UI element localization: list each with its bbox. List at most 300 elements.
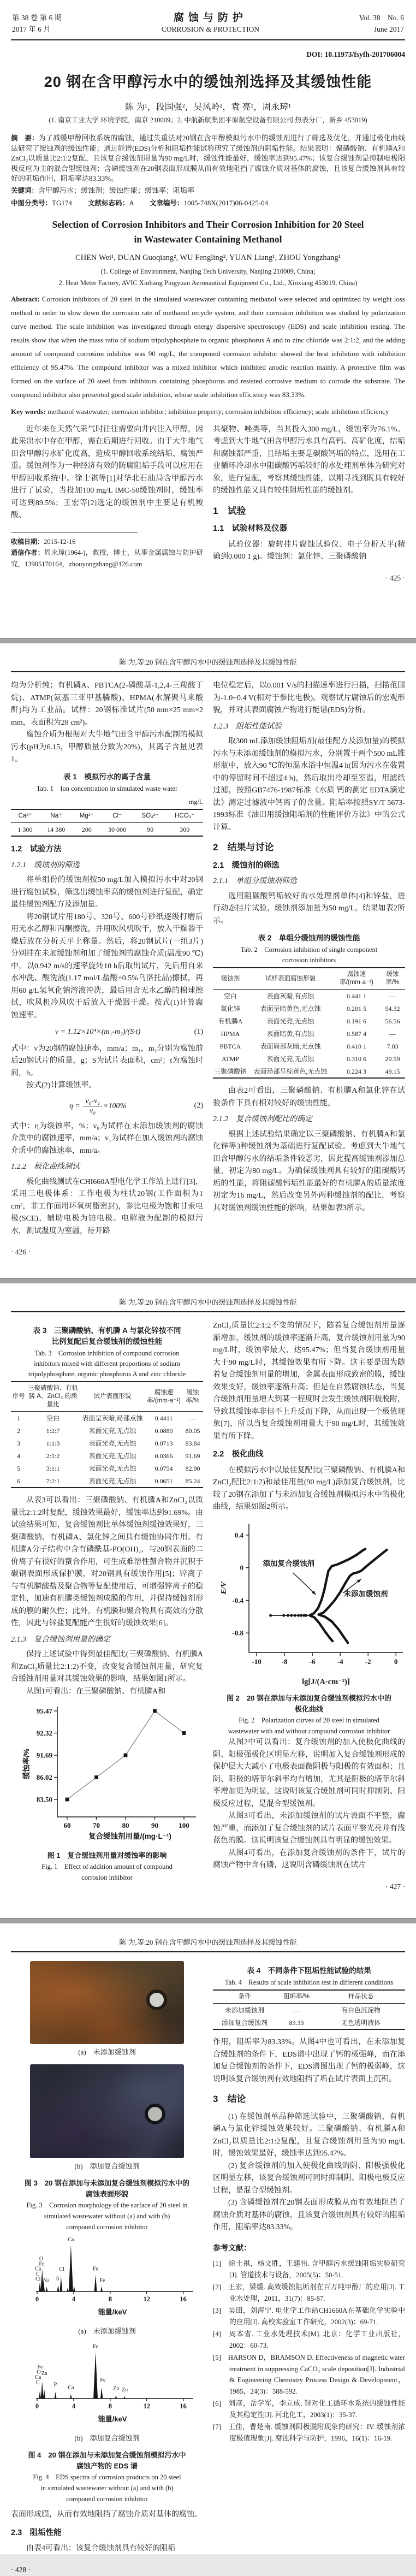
table-cell: 有白色沉淀物 [317,2004,405,2017]
paragraph: 按式(2)计算缓蚀率。 [11,1080,203,1092]
column-header: 序号 [11,1382,26,1412]
table-4 [213,1965,405,2030]
journal-name-en: CORROSION & PROTECTION [162,23,259,35]
svg-text:P: P [54,2382,57,2388]
table-row [11,1449,203,1462]
authors-cn: 陈 为¹，段国强²，吴风岭²，袁 亮¹，周永璋¹ [11,100,405,112]
table-cell: 表面暗黄,有点蚀 [248,1027,333,1040]
photo-steel-with-inhibitor [30,2064,184,2158]
paragraph: 共聚物、唑类等，当其投入300 mg/L，缓蚀率为76.1%。考虑到大牛地气田含甲醇污水具有高钙、高矿化度，结垢和腐蚀都严重，且结垢主要是碳酸钙垢的特点，选用在工业循环冷却水中阻碳酸钙垢较好的水处理剂单体为研究对象，进行复配，考察其缓蚀性能，以期寻找到既具有较好的缓蚀性能又具有较佳阻垢性能的缓蚀剂。 [213,424,405,498]
table-cell: 2:1:2 [26,1449,80,1462]
journal-header [11,0,405,40]
table-3 [11,1325,203,1488]
svg-text:83.50: 83.50 [37,1796,52,1804]
svg-text:-0.8: -0.8 [232,1628,243,1637]
paragraph: 将单组份的缓蚀剂按50 mg/L加入模拟污水中对20钢进行腐蚀试验，筛选出缓蚀率高的缓蚀剂进行复配，确定最佳缓蚀剂配方及添加量。 [11,874,203,911]
table-cell: 0.4411 [145,1412,182,1425]
section-heading: 2 结果与讨论 [213,842,405,854]
abstract-en: Abstract: Corrosion inhibitors of 20 steel in the simulated wastewater containing methanol were selected and optimized by weight loss method in order to slow down the corrosion rate of methanol recycle system, and their corrosion inhibition was studied by polarization curve method. The scale inhibition was investigated through energy dispersive spectroscopy (EDS) and scale inhibition testing. The results show that when the mass ratio of sodium tripolyphosphate to organic phosphorus A and to zinc chloride was 2:1:2, and the adding amount of compound corrosion inhibitor was 90 mg/L, the compound corrosion inhibitor showed the best inhibition with inhibition efficiency of 95.47%. The compound inhibitor was a mixed inhibitor which inhibited anodic reaction mainly. A protective film was formed on the surface of 20 steel from inhibitors containing phosphorus and resisted corrosive medium to corrode the substrate. The compound inhibitor also presented good scale inhibition, whose scale inhibition efficiency was 83.33%. [11,292,405,401]
figure-1-caption-en [11,1861,203,1883]
figure-1-line-chart [14,1701,200,1844]
page-number: · 426 · [11,1246,203,1259]
date-en: June 2017 [359,23,404,35]
table-3-subtitle [11,1348,203,1379]
reference-item: [2] 王宏，梁缓. 高效缓蚀阻垢剂在百万吨甲醇厂的应用[J]. 工业水处理，2011，31(7)：85-87. [213,2282,405,2304]
svg-text:16: 16 [180,2402,187,2410]
column-header: 阻垢率/% [276,1990,317,2004]
figure-4a-caption: (a) 未添加缓蚀剂 [11,2325,203,2338]
page-number: · 427 · [213,1881,405,1893]
svg-text:添加复合缓蚀剂: 添加复合缓蚀剂 [263,1559,315,1567]
table-row [213,1040,405,1052]
journal-issue-cn [12,12,62,35]
table-row [11,1462,203,1474]
subsubsection-heading: 1.2.1 缓蚀剂的筛选 [11,860,203,872]
caption-line: 极化曲线 [213,1704,405,1715]
table-4-grid [213,1989,405,2030]
column-header: 样品状态 [317,1990,405,2004]
page1-right-column [213,424,405,585]
table-row [213,1052,405,1065]
table-2-title: 表 2 单组分缓蚀剂的缓蚀性能 [213,933,405,944]
table-cell: 0.0651 [145,1474,182,1488]
svg-text:S: S [56,2276,60,2282]
subsubsection-heading: 1.2.3 阻垢性能试验 [213,721,405,733]
affiliation-cn: (1. 南京工业大学 环境学院，南京 210009；2. 中航新航集团平原航空设备有限公司 热表分厂，新乡 453019) [11,115,405,125]
table-cell: 表面局部灰暗,无点蚀 [248,1040,333,1052]
figure-1-caption-cn: 图 1 复合缓蚀剂用量对缓蚀率的影响 [11,1850,203,1861]
affiliation-en: (1. College of Environment, Nanjing Tech University, Nanjing 210009, China; 2. Heat Meter Factory, AVIC Xinhang Pingyuan Aeronautical Equipment Co., Ltd., Xinxiang 453019, China) [11,266,405,289]
received-date-note: 收稿日期：2015-12-16 [11,536,203,548]
svg-text:-2: -2 [365,1657,371,1666]
photo-steel-without-inhibitor [30,1961,184,2044]
column-header: SO₄²⁻ [134,809,167,823]
table-cell: 54.32 [380,1002,405,1015]
subsection-heading: 1.2 试验方法 [11,843,203,856]
caption-line: Fig. 3 Corrosion morphology of the surface of 20 steel in [11,2200,203,2211]
subsubsection-heading: 1.2.2 极化曲线测试 [11,1161,203,1174]
paragraph: 从图3可看出，未添加缓蚀剂的试片表面不平整，腐蚀严重，而添加了复合缓蚀剂的试片表面平整光亮并有浅蓝色的膜。这说明该复合缓蚀剂具有明显的缓蚀效果。 [213,1810,405,1847]
keywords-label: 关键词： [11,187,38,194]
paragraph: 由表4可看出：该复合缓蚀剂具有较好的阻垢 [11,2543,203,2555]
table-cell: 1:1:3 [26,1437,80,1449]
classification-line: 中图分类号：TG174 文献标志码：A 文章编号：1005-748X(2017)06-0425-04 [11,198,405,208]
table-cell: PBTCA [213,1040,248,1052]
table-cell: 3 [11,1437,26,1449]
svg-text:能量/keV: 能量/keV [98,2308,127,2316]
table-cell: 空白 [26,1412,80,1425]
abstract-cn: 摘 要：为了减缓甲醇回收系统的腐蚀，通过失重法对20钢在含甲醇模拟污水中的缓蚀剂进行了筛选及优化，并通过极化曲线法研究了缓蚀剂的缓蚀性能；通过能谱(EDS)分析和阻垢性能试验研究了缓蚀剂的阻垢性能。结果表明：聚磷酸钠、有机膦A和ZnCl₂以质量比2:1:2复配，且该复合缓蚀剂用量为90 mg/L时，缓蚀性能最好，缓蚀率达到95.47%；该复合缓蚀剂是抑制电极阳极反应为主的混合型缓蚀剂；含磷缓蚀剂在20钢表面形成膜从而有效地阻挡了腐蚀介质对基体的腐蚀，且该复合缓蚀剂具有较好的阻垢作用，阻垢率达83.33%。 [11,133,405,184]
table-row [213,2016,405,2029]
page-break [0,1278,416,1283]
subsection-heading: 2.3 阻垢性能 [11,2527,203,2539]
svg-text:Zn: Zn [113,2386,119,2392]
figure-4b-caption: (b) 添加复合缓蚀剂 [11,2432,203,2445]
table-row [213,1065,405,1078]
svg-text:Cl: Cl [59,2266,64,2272]
paragraph: 极化曲线测试在CHI660A型电化学工作站上进行[3]，采用三电极体系：工作电极为柱状20钢(工作面积为1 cm²，非工作面用环氧树脂密封)，参比电极为饱和甘汞电极(SCE)，辅助电极为铂电极。电解液为配制的模拟污水，测试温度为室温，待开路 [11,1176,203,1238]
table-3-title [11,1325,203,1347]
reference-item: [5] HARSON D，BRAMSON D. Effectiveness of magnetic water treatment in suppressing CaCO₃ scale deposition[J]. Industrial & Engineering Chemistry Process Design & Development，1985，24(3)：588-592. [213,2352,405,2397]
figure-3-caption-en [11,2200,203,2232]
table-row [213,2004,405,2017]
table-cell: — [182,1412,203,1425]
table-cell: 3:1:1 [26,1462,80,1474]
table-row [213,990,405,1003]
caption-line: wastewater with and without compound corrosion inhibitor [213,1726,405,1737]
table-cell: 90 [134,823,167,837]
paragraph: (3) 含磷缓蚀剂在20钢表面形成膜从而有效地阻挡了腐蚀介质对基体的腐蚀，且该复合缓蚀剂具有较好的阻垢作用，阻垢率达83.33%。 [213,2197,405,2234]
running-head: 陈 为,等:20 钢在含甲醇污水中的缓蚀剂选择及其缓蚀性能 [11,643,405,671]
svg-text:Fe: Fe [37,2364,43,2370]
table-row [213,1002,405,1015]
table-cell: 表面呈灰暗,局部点蚀 [80,1412,145,1425]
paragraph: 取300 mL添加缓蚀阻垢剂(最佳配方及添加量)的模拟污水与未添加缓蚀剂的模拟污水，分别置于两个500 mL锥形瓶中，放入90 ℃的恒温水浴中恒温4 h(因为污水在装置中的停留时间不超过4 h)，然后取出冷却至室温，用滤纸过滤，按照GB7476-1987标准《水质 钙的测定 EDTA滴定法》测定过滤液中钙离子的含量。阻垢率按照SY/T 5673-1993标准《油田用缓蚀阻垢剂的性能评价方法》中的公式计算。 [213,736,405,834]
svg-text:Ca: Ca [68,2237,74,2243]
table-row [11,1474,203,1488]
figure-1 [11,1701,203,1849]
caption-line: Fig. 2 Polarization curves of 20 steel in simulated [213,1715,405,1726]
figure-4-caption-en [11,2472,203,2504]
svg-text:C: C [36,2379,40,2385]
page-number: · 428 · [11,2564,203,2576]
page-number: · 425 · [213,572,405,585]
specimen-hole [146,1989,167,2010]
svg-text:未添加缓蚀剂: 未添加缓蚀剂 [344,1589,388,1597]
paragraph: (2) 复合缓蚀剂的加入使极化曲线的阴、阳极强极化区明显左移，该复合缓蚀剂可同时抑制阴、阳极电极反应过程，是混合型缓蚀剂。 [213,2160,405,2198]
table-cell: 表面光亮,无点蚀 [80,1462,145,1474]
svg-text:-4: -4 [337,1657,343,1666]
table-cell: 表面光亮,无点蚀 [80,1424,145,1437]
table-2 [213,933,405,1079]
date-cn: 2017 年 6 月 [12,23,62,35]
table-cell: 0.224 3 [333,1065,380,1078]
table-cell: 1 300 [11,823,39,837]
article-title-en: Selection of Corrosion Inhibitors and Their Corrosion Inhibition for 20 Steel in Wastewater Containing Methanol [11,217,405,247]
table-row [213,1015,405,1027]
svg-text:lg[J/(A·cm⁻²)]: lg[J/(A·cm⁻²)] [302,1678,350,1686]
svg-text:Ca: Ca [35,2374,41,2380]
table-cell: 表面光亮,无点蚀 [248,1052,333,1065]
table-1-title: 表 1 模拟污水的离子含量 [11,772,203,783]
journal-name-cn: 腐蚀与防护 [162,12,259,23]
svg-text:Ca: Ca [35,2266,41,2272]
table-cell: 表面光亮,无点蚀 [248,1015,333,1027]
figure-2-caption-en [213,1715,405,1737]
table-1-grid [11,809,203,837]
caption-line: compound corrosion inhibitor [11,2222,203,2232]
svg-text:0: 0 [240,1564,244,1572]
column-header: Na⁺ [39,809,73,823]
reference-item: [6] 刘彦，岳学军，李立成. 锌对化工循环水系统的缓蚀性能及其稳定性[J]. 河北化工，2003(1)：35-37. [213,2398,405,2420]
paragraph: 选用阻碳酸钙垢较好的水处理剂单体[4]和锌盐，进行动态挂片试验，缓蚀剂添加量为50 mg/L，结果如表2所示。 [213,891,405,928]
caption-line: simulated wastewater without (a) and with (b) [11,2211,203,2222]
column-header: 条件 [213,1990,276,2004]
svg-text:90: 90 [151,1821,158,1829]
caption-line: inhibitors mixed with different proportions of sodium [11,1359,203,1369]
paragraph: 式中：v为20钢的腐蚀速率，mm/a；m₁，m₂分别为腐蚀前后20钢试片的质量，g；S为试片表面积，cm²；t为腐蚀时间，h。 [11,1043,203,1080]
journal-name [162,12,259,35]
table-cell: — [276,2004,317,2017]
authors-en: CHEN Wei¹, DUAN Guoqiang², WU Fengling², YUAN Liang¹, ZHOU Yongzhang¹ [11,253,405,263]
caption-line: Fig. 4 EDS spectra of corrosion products on 20 steel [11,2472,203,2483]
table-cell: 14 380 [39,823,73,837]
svg-text:0: 0 [394,1657,398,1666]
paragraph: 保持上述试验中得到最佳配比(三聚磷酸钠、有机膦A和ZnCl₂质量比2:1:2)不变，改变复合缓蚀剂用量，研究复合缓蚀剂用量对其缓蚀效果的影响，结果如图1所示。 [11,1649,203,1686]
paragraph: 均为分析纯；有机磷A、PBTCA(2-磷酸基-1,2,4-三羧酸丁烷)、ATMP(氨基三亚甲基膦酸)、HPMA(水解聚马来酸酐)均为工业品。试样：20钢标准试片(50 mm×25 mm×2 mm，表面积为28 cm²)。 [11,680,203,729]
paragraph: 从图1可看出：在三聚磷酸钠、有机膦A和 [11,1686,203,1698]
table-cell: 表面光亮,无点蚀 [80,1449,145,1462]
table-cell: — [380,1027,405,1040]
reference-item: [4] 周本省. 工业水处理技术[M]. 北京：化学工业出版社，2002：60-73. [213,2329,405,2351]
reference-item: [7] 王佳，曹楚南. 缓蚀剂阳极脱附现象的研究：IV. 缓蚀剂浓度极值现象[J]. 腐蚀科学与防护，1996，16(1)：16-19. [213,2421,405,2444]
svg-text:Zn: Zn [122,2387,128,2393]
table-cell: 4 [11,1449,26,1462]
caption-line: 图 2 20 钢在添加与未添加复合缓蚀剂模拟污水中的 [213,1693,405,1704]
table-cell: 85.24 [182,1474,203,1488]
table-cell: 80.05 [182,1424,203,1437]
paragraph: 腐蚀介质为根据对大牛地气田含甲醇污水配制的模拟污水(pH为6.15，甲醇质量分数为20%)，其离子含量见表1。 [11,729,203,766]
page3-right-column [213,1320,405,1893]
paragraph: 作用，阻垢率为83.33%。从图4中也可看出，在未添加复合缓蚀剂的条件下，EDS谱中出现了钙的极强峰，而在添加复合缓蚀剂的条件下，EDS谱图出现了钙的极弱峰，这说明该复合缓蚀剂有效地阻挡了垢在试片表面上沉积。 [213,2036,405,2086]
table-cell: 83.33 [276,2016,317,2029]
equation: η = $\frac{\text{v₀-v₁}}{\text{v₀}}$ ×100% (2) [11,1097,203,1116]
caption-line: 比例复配后复合缓蚀剂的缓蚀性能 [11,1336,203,1347]
svg-text:C: C [36,2271,40,2277]
caption-line: compound corrosion inhibitor [11,2494,203,2504]
table-cell: 表面光亮,无点蚀 [80,1437,145,1449]
svg-text:-0.4: -0.4 [232,1596,243,1604]
svg-text:12: 12 [143,2402,150,2410]
table-1-unit: mg/L [11,796,203,808]
table-cell: 0.587 4 [333,1027,380,1040]
svg-text:91.69: 91.69 [37,1751,53,1760]
column-header: Ca²⁺ [11,809,39,823]
svg-text:-10: -10 [252,1657,261,1666]
svg-text:8: 8 [109,2295,112,2303]
svg-text:0: 0 [35,2295,39,2303]
table-cell: 添加复合缓蚀剂 [213,2016,276,2029]
keywords-cn: 关键词：含甲醇污水；缓蚀剂；缓蚀性能；缓蚀率；阻垢率 [11,186,405,196]
section-heading: 1 试验 [213,505,405,518]
page-4 [0,1923,416,2554]
caption-line: in simulated wastewater without (a) and with (b) [11,2483,203,2494]
footnote-block [11,532,203,570]
table-row [11,1437,203,1449]
table-cell: 0.0754 [145,1462,182,1474]
corresponding-author-note: 通信作者：周永璋(1964-)，教授，博士，从事金属腐蚀与防护研究，13905170164，zhouyongzhang@126.com [11,547,203,570]
table-4-subtitle: Tab. 4 Results of scale inhibition test in different conditions [213,1977,405,1988]
column-header: Mg²⁺ [73,809,100,823]
page-break [0,1918,416,1923]
table-cell: — [380,990,405,1003]
paragraph: 由表2可看出，三聚磷酸钠、有机膦A和氯化锌在试验条件下具有相对较好的缓蚀性能。 [213,1085,405,1110]
table-row [11,1424,203,1437]
clc-label: 中图分类号： [11,199,52,207]
svg-text:80: 80 [122,1821,129,1829]
table-4-title: 表 4 不同条件下阻垢性能试验的结果 [213,1965,405,1976]
subsection-heading: 2.1 缓蚀剂的筛选 [213,860,405,872]
table-cell: 未添加缓蚀剂 [213,2004,276,2017]
figure-4a-eds-spectrum [15,2236,199,2319]
svg-text:0: 0 [35,2402,39,2410]
article-title-cn: 20 钢在含甲醇污水中的缓蚀剂选择及其缓蚀性能 [11,70,405,91]
table-cell: 49.15 [380,1065,405,1078]
page-3 [0,1283,416,1918]
table-2-grid [213,967,405,1079]
table-cell: 6 [11,1474,26,1488]
table-row [11,823,203,837]
svg-text:12: 12 [143,2295,150,2303]
table-cell: 7.03 [380,1040,405,1052]
equation: v = 1.12×10⁴×(m₁-m₂)/(S·t) (1) [11,1026,203,1039]
references-heading: 参考文献： [213,2242,405,2254]
table-1-subtitle: Tab. 1 Ion concentration in simulated waste water [11,784,203,794]
column-header: 腐蚀速率/(mm·a⁻¹) [145,1382,182,1412]
table-cell: 300 [167,823,203,837]
table-3-grid [11,1381,203,1488]
paragraph: 根据上述试验结果确定以三聚磷酸钠、有机膦A和氯化锌等3种缓蚀剂为基础进行复配试验。考虑到大牛地气田含甲醇污水的结垢条件较恶劣，因此提高缓蚀剂添加总量，初定为80 mg/L。为确保缓蚀剂具有较好的阻碳酸钙垢的性能，将阻碳酸钙垢性能最好的有机膦A的质量浓度初定为16 mg/L，然后改变另外两种缓蚀剂的配比，考察其对缓蚀剂缓蚀性能的影响，结果如表3所示。 [213,1129,405,1215]
paragraph: 从图4可看出，在添加复合缓蚀剂的条件下，试片的腐蚀产物中含有磷，这说明含磷缓蚀剂在试片 [213,1847,405,1872]
table-cell: 200 [73,823,100,837]
svg-text:Zn: Zn [41,2371,47,2377]
page1-left-column [11,424,203,585]
table-cell: 0.0713 [145,1437,182,1449]
column-header: HCO₃⁻ [167,809,203,823]
page-1 [0,0,416,638]
doi: DOI: 10.11973/fsyfh-201706004 [11,50,405,59]
svg-text:能量/keV: 能量/keV [98,2415,127,2423]
table-cell: 空白 [213,990,248,1003]
table-cell: ATMP [213,1052,248,1065]
svg-text:-8: -8 [282,1657,288,1666]
svg-text:-6: -6 [310,1657,316,1666]
svg-text:Fe: Fe [93,2266,99,2272]
page4-left-column [11,1960,203,2576]
column-header: 三聚磷酸钠、有机膦 A、ZnCl₂ 的质量比 [26,1382,80,1412]
paragraph: 在模拟污水中以最佳复配比(三聚磷酸钠、有机膦A和ZnCl₂配比2:1:2)和最佳用量(90 mg/L)添加复合缓蚀剂，比较了20钢在添加了与未添加复合缓蚀剂模拟污水中的极化曲线，结果如图2所示。 [213,1465,405,1514]
section-heading: 3 结论 [213,2093,405,2106]
svg-text:Fe: Fe [100,2278,106,2284]
table-1 [11,772,203,837]
paragraph: 电位稳定后，以0.001 V/s的扫描速率进行扫描，扫描范围为-1.0~0.4 V(相对于参比电极)。观察试片腐蚀后的宏观形貌，并对其表面腐蚀产物进行能谱(EDS)分析。 [213,680,405,717]
column-header: 缓蚀剂 [213,968,248,990]
table-cell: 氯化锌 [213,1002,248,1015]
svg-text:4: 4 [72,2295,76,2303]
svg-text:16: 16 [180,2295,187,2303]
table-row [213,1027,405,1040]
table-cell: 1 [11,1412,26,1425]
subsubsection-heading: 2.1.1 单组分缓蚀剂筛选 [213,875,405,888]
figure-4a [11,2236,203,2324]
table-cell: 0.410 1 [333,1040,380,1052]
photo-b-caption: (b) 添加复合缓蚀剂 [11,2160,203,2173]
caption-line: 腐蚀产物的 EDS 谱 [11,2461,203,2472]
table-cell: 0.0880 [145,1424,182,1437]
running-head: 陈 为,等:20 钢在含甲醇污水中的缓蚀剂选择及其缓蚀性能 [11,1923,405,1951]
paragraph: (1) 在缓蚀剂单品种筛选试验中，三聚磷酸钠、有机磷A与氯化锌缓蚀效果较好。三聚磷酸钠、有机膦A和ZnCl₂以质量比2:1:2复配，且复合缓蚀剂用量为90 mg/L时，缓蚀效果最好，缓蚀率达到95.47%。 [213,2111,405,2160]
table-cell: 0.441 1 [333,990,380,1003]
svg-text:Ca: Ca [68,2385,74,2391]
svg-text:8: 8 [109,2402,112,2410]
table-cell: 83.84 [182,1437,203,1449]
page2-left-column [11,680,203,1259]
table-cell: 有机膦A [213,1015,248,1027]
figure-4b-eds-spectrum [15,2343,199,2426]
subsubsection-heading: 2.1.3 复合缓蚀剂用量的确定 [11,1634,203,1647]
column-header: 缓蚀率/% [182,1382,203,1412]
table-cell: 表面呈暗黄色,无点蚀 [248,1002,333,1015]
table-2-subtitle: Tab. 2 Corrosion inhibition of single component corrosion inhibitors [213,945,405,966]
column-header: 试片表面形貌 [80,1382,145,1412]
table-cell: 7:2:1 [26,1474,80,1488]
svg-text:缓蚀率/%: 缓蚀率/% [22,1749,31,1779]
article-id-label: 文章编号： [150,199,184,207]
page3-left-column [11,1320,203,1893]
page-2 [0,643,416,1278]
column-header: 试样表面腐蚀形貌 [248,968,333,990]
running-head-rule [11,1311,405,1312]
caption-line: tripolyphosphate, organic phosphorus A and zinc chloride [11,1369,203,1379]
paragraph: 近年来在天然气采气时往往需要向井内注入甲醇，因此采出水中存在甲醇，需在后期进行回收。由于大牛地气田含甲醇污水矿化度高，造成甲醇回收系统结垢、腐蚀严重。缓蚀剂作为一种经济有效的防腐阻垢手段可以应用在甲醇回收系统中。徐士祺等[1]对华北石油局含甲醇污水进行了试验，当投加100 mg/L IMC-50缓蚀剂时，缓蚀率可达到89.5%；王宏等[2]选定的缓蚀剂中主要是有机羧酸、 [11,424,203,522]
svg-text:100: 100 [179,1821,189,1829]
svg-text:Fe: Fe [39,2261,45,2267]
table-cell: 三聚磷酸钠 [213,1065,248,1078]
abstract-label: 摘 要： [11,134,39,142]
subsection-heading: 1.1 试验材料及仪器 [213,523,405,535]
table-cell: 表面灰暗,有点蚀 [248,990,333,1003]
reference-item: [3] 吴田，刘海宁. 电化学工作站CH1660A在基础化学实验中的应用[J]. 高校实验室工作研究，2002(3)：69-71. [213,2305,405,2328]
table-cell: 1:2:7 [26,1424,80,1437]
table-cell: 表面光亮,无点蚀 [80,1474,145,1488]
photo-a-caption: (a) 未添加缓蚀剂 [11,2046,203,2059]
volume-issue-en: Vol. 38 No. 6 [359,12,404,23]
svg-text:Na: Na [43,2278,50,2284]
volume-issue-cn: 第 38 卷 第 6 期 [12,12,62,23]
table-cell: 29.59 [380,1052,405,1065]
table-cell: 91.69 [182,1449,203,1462]
subsubsection-heading: 2.1.2 复合缓蚀剂配比的确定 [213,1114,405,1126]
column-header: 缓蚀率/% [380,968,405,990]
paragraph: 表面形成膜，从而有效地阻挡了腐蚀介质对基体的腐蚀。 [11,2509,203,2521]
journal-issue-en [359,12,404,35]
paragraph: 从图2中可以看出：复合缓蚀剂的加入使极化曲线的阴、阳极强极化区明显左移，说明加入复合缓蚀剂形成的保护层大大减小了电极表面微阴极与阳极的有效面积；且阴、阳极的塔菲尔斜率均有增加，尤其是阳极的塔菲尔斜率增加更为明显，这说明该复合缓蚀剂可同时抑制阴、阳极反应过程，是混合型缓蚀剂。 [213,1737,405,1810]
table-cell: HPMA [213,1027,248,1040]
svg-text:95.47: 95.47 [37,1707,53,1715]
svg-text:Fe: Fe [100,2377,106,2383]
svg-text:O: O [39,2256,43,2262]
figure-2 [213,1517,405,1692]
svg-text:E/V: E/V [220,1581,228,1595]
svg-text:复合缓蚀剂用量/(mg·L⁻¹): 复合缓蚀剂用量/(mg·L⁻¹) [88,1832,171,1840]
page-break [0,638,416,643]
running-head-rule [11,1951,405,1952]
table-cell: 0.191 6 [333,1015,380,1027]
paragraph: ZnCl₂质量比2:1:2不变的情况下，随着复合缓蚀剂用量逐渐增加，缓蚀剂的缓蚀率逐渐升高，复合缓蚀剂用量为90 mg/L时，缓蚀率最大，达95.47%；但当复合缓蚀剂用量大于90 mg/L时，其缓蚀效果有所下降。这主要是因为随着复合缓蚀剂用量的增加，金属表面形成致密的膜，缓蚀效果变好，缓蚀率逐渐升高；但是在自然腐蚀状态，当复合缓蚀剂用量增大到某一程度时会发生缓蚀剂阳极脱附，导致其缓蚀率非但不上升反而下降，从而出现一个极值现象[7]，所以当复合缓蚀剂用量大于90 mg/L时，其缓蚀效果有所下降。 [213,1320,405,1443]
table-cell: 无色透明液体 [317,2016,405,2029]
table-cell: 0.0366 [145,1449,182,1462]
table-row [11,1412,203,1425]
keywords-en: Key words: methanol wastewater; corrosion inhibitor; inhibition property; corrosion inhibition efficiency; scale inhibition efficiency [11,405,405,418]
table-cell: 5 [11,1462,26,1474]
paragraph: 将20钢试片用180号、320号、600号砂纸逐级打磨后用无水乙醇和丙酮擦洗，并用吹风机吹干，放入干燥器干燥后放在分析天平上称量。然后，将20钢试片(一组3片)分别挂在未加缓蚀剂和加了缓蚀剂的腐蚀介质(温度90 ℃)中，以0.942 m/s的速率旋转10 h后取出试片，先后用自来水冲洗、酸洗液(1.17 mol/L盐酸+0.5%乌洛托品)擦拭，再用60 g/L氢氧化钠溶液冲洗，最后用含无水乙醇的棉球擦拭，吹风机冷风吹干后放入干燥器干燥。按式(1)计算腐蚀速率。 [11,911,203,1022]
table-cell: 0.310 6 [333,1052,380,1065]
figure-2-caption-cn [213,1693,405,1715]
svg-text:0.4: 0.4 [235,1531,244,1539]
table-cell: 2 [11,1424,26,1437]
table-cell: 表面局部呈棕黄色,无点蚀 [248,1065,333,1078]
table-cell: 0.201 5 [333,1002,380,1015]
